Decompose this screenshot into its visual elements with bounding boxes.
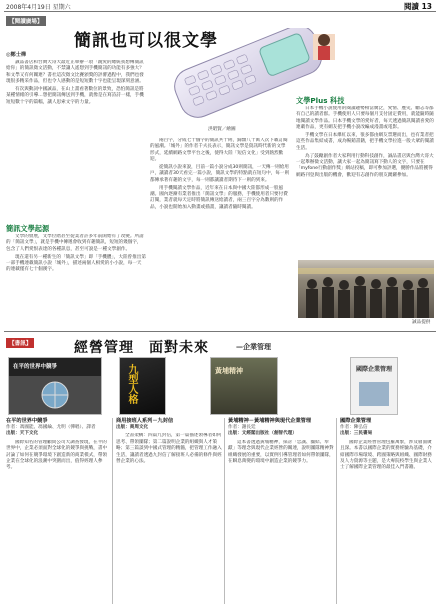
book-1-desc: 國際知名的管理顧問公司大調查發現，在平的世界中，企業必須面對全球化的競爭與挑戰，書中討論了如何在競爭環境下創造新的商業模式，帶領企業在全球化的浪潮中突圍而出，值得經理人參考。 [6, 439, 108, 471]
book-cover-4-title: 國際企業管理 [355, 366, 392, 373]
article2-title: 經營管理 面對未來 [74, 340, 209, 356]
book-3-publisher: 出版：文經閣出版社（創智代理） [228, 431, 297, 437]
column-divider [336, 418, 337, 604]
book-cover-3 [210, 357, 278, 415]
issue-date: 2008年4月19日 星期六 [6, 4, 71, 11]
column-divider [112, 418, 113, 604]
book-1-publisher: 出版：天下文化 [6, 431, 39, 437]
photo-caption: 誠品提供 [412, 320, 431, 325]
article1-col1b-para: 文學的發展，文學位階甚至從業者許多年前開始有了改變。所謂的「簡訊文學」，就是手機中傳遞會收到有趣簡訊，短短的幾個字，包含了人們愛恨表達的各種訊息，甚至可說是一種文學創作。 [6, 234, 144, 252]
book-4-desc: 國際企業經營管理包羅萬象，涉及層面廣且深。本書以國際企業的實務經驗為基礎，介紹國際市場環境、跨國策略與組織、國際財務及人力資源等主題，是大專院校學生與企業人士了解國際企業管理的最佳入門書籍。 [340, 439, 432, 471]
article1-col3 [296, 106, 434, 256]
book-1-author: 作者：馮國能、馮國綸、尤明（彈唱）、譯者 [6, 425, 96, 430]
article1-col2-para: 兩百字，分成七十個字的簡訊共十則，歸類八十萬人次下載訂閱的風潮。「城外」的作者千夫長表示，簡訊文學是資訊時代新的文學形式，延續網路文學平台之後，使得大陸「短信文化」受到熱烈歡迎。 [150, 138, 288, 163]
section-divider [4, 331, 436, 332]
article1-col1-para: 有次與動詞中國誠品，在山上畫看著數位的景致，恐怕簡訊是將某種情緒的引導…想把簡訊傳送到手機，就像是在寫詩詩一樣，手機短短數十字的篇幅，讓人思索文字的力量。 [6, 87, 144, 105]
book-2-name: 商用接班人系列－九封信 [116, 418, 174, 424]
article1-col3-para: 手機文學在日本爆紅以來，很多都由網友票選而出，也有業者把這些作品集結成書，成為暢銷書籍，把手機文學拉進一般大眾的閱讀生活。 [296, 133, 434, 151]
article1-tag-text: 閱讀廣場 [14, 19, 37, 25]
article1-col1b [6, 234, 146, 322]
girl-figure-icon [313, 34, 335, 60]
book-2-desc: 全書架構：四篇九封信，第一篇描述領導者如何思考、帶領團隊；第二篇說明企業的組織與人才策略；第三篇談到中國式管理的精髓，把管理工作融入生活，讓讀者透過九封信了解接班人必備的條件與經營企業的心法。 [116, 433, 222, 465]
book-2-publisher: 出版：商周文化 [116, 425, 149, 430]
author-prefix: ◎ [6, 52, 11, 58]
column-divider [224, 418, 225, 604]
article1-col1-para: 誠品書店和台灣大哥大最近正舉辦一項「親愛的總統我想傳簡訊給你」的簡訊徵文活動，不禁讓人遙想到手機簡訊的功能有多強大？和文學又有何關連？書社這次徵文比賽頒獎的評審過程中，我們也發現很多精采作品，但也令人感動的是短短數十字也能呈現深刻意涵。 [6, 60, 144, 85]
article1-title: 簡訊也可以很文學 [74, 31, 218, 51]
illustration-credit: 洪昭賢／繪圖 [208, 127, 236, 132]
book-4-publisher: 出版：三民書局 [340, 431, 373, 437]
book-info-3 [228, 418, 334, 465]
article2-tag: 【書訊】 [6, 338, 34, 348]
article1-col1 [6, 60, 146, 220]
article2-subtitle: —企業管理 [236, 343, 271, 351]
article1-subheading-2: 文學Plus 科技 [296, 96, 345, 105]
book-cover-1-title: 在平的世界中競爭 [13, 364, 58, 370]
author-name: 鄭士樺 [10, 52, 27, 58]
article1-col3-para: 日本手機小說使用的閱讀趨勢相當廣泛，愛情、歷史、勵志等都有自己的讀者群。手機使用人只要每個月支付固定費用，就能隨時隨地閱讀文學作品。日本手機文學的愛好者，每天透過簡訊閱讀喜愛的連載作品，更有網友把手機小說改編成漫畫或電影。 [296, 106, 434, 131]
article1-col2-para: 用手機閱讀文學作品，近年來在日本與中國大陸都形成一股風潮。國內逐漸有業者推出「簡訊文學」的服務，手機使用者只要付費訂閱，業者就每天定時將簡訊傳送給讀者，兩三百字分為數則的作品，小說也開始加入動畫或插畫，讓讀者隨時閱讀。 [150, 185, 288, 210]
book-cover-4 [350, 357, 398, 415]
book-info-2 [116, 418, 222, 465]
section-name: 閱讀 [403, 2, 419, 11]
book-3-author: 作者：謝長廷 [228, 425, 256, 430]
book-4-name: 國際企業管理 [340, 418, 372, 424]
book-info-1 [6, 418, 110, 472]
book-cover-2-title: 九型人格 [126, 364, 137, 404]
article1-col1b-para: 現在還有另一種新生的「簡訊文學」即「手機體」，大陸曾推出第一部手機連載簡訊小說「城外」，描述兩個人相愛的小小說，每一天的連載僅有七十個漢字。 [6, 254, 146, 273]
page-header [0, 0, 440, 11]
page-number: 13 [421, 2, 432, 11]
book-cover-3-title: 黃埔精神 [215, 367, 243, 375]
book-3-desc: 這本書透過黃埔精神，探討「忠誠、團結、奉獻」等理念與現代企業經營的關連，說明團隊精神對組織發展的重要，以實例引導管理者如何帶領團隊，在瞬息萬變的環境中創造企業的競爭力。 [228, 439, 334, 465]
globe-icon [39, 380, 71, 410]
article1-author [6, 52, 26, 59]
book-cover-1 [8, 357, 102, 415]
book-info-4 [340, 418, 436, 472]
book-1-name: 在平的世界中競爭 [6, 418, 48, 424]
article1-col2 [150, 138, 290, 323]
article1-tag: 【閱讀廣場】 [6, 16, 46, 26]
article1-col3-para: 為了鼓勵創作者大家利用行動科技創作，誠品書店與台灣大哥大一起舉辦徵文活動，讓大家一起為簡訊寫下動人的文字，只要在「myfone行動創作獎」網站投稿，即可參加評選，優勝作品將獲得網路刊登與出版的機會，歡迎有志創作的朋友踴躍參加。 [296, 153, 434, 178]
article2-tag-text: 書訊 [14, 341, 26, 347]
group-photo [298, 260, 434, 318]
article1-subheading-1: 簡訊文學起源 [6, 224, 50, 233]
header-rule [4, 11, 436, 12]
book-3-name: 黃埔精神－黃埔精神與現代企業管理 [228, 418, 312, 424]
people-silhouettes-icon [298, 260, 434, 318]
book-4-author: 作者：陳弘信 [340, 425, 368, 430]
book-cover-2 [119, 357, 166, 415]
article1-col2-para: 從簡訊小說來說，目前一篇小說分成30則簡訊，一天傳一則給用戶，讓讀者30天看完一篇小說，簡訊文學的特點就在短句中，每一則都傳承著有趣的文字，每一則都讓讀者期待下一則的到來。 [150, 165, 290, 183]
